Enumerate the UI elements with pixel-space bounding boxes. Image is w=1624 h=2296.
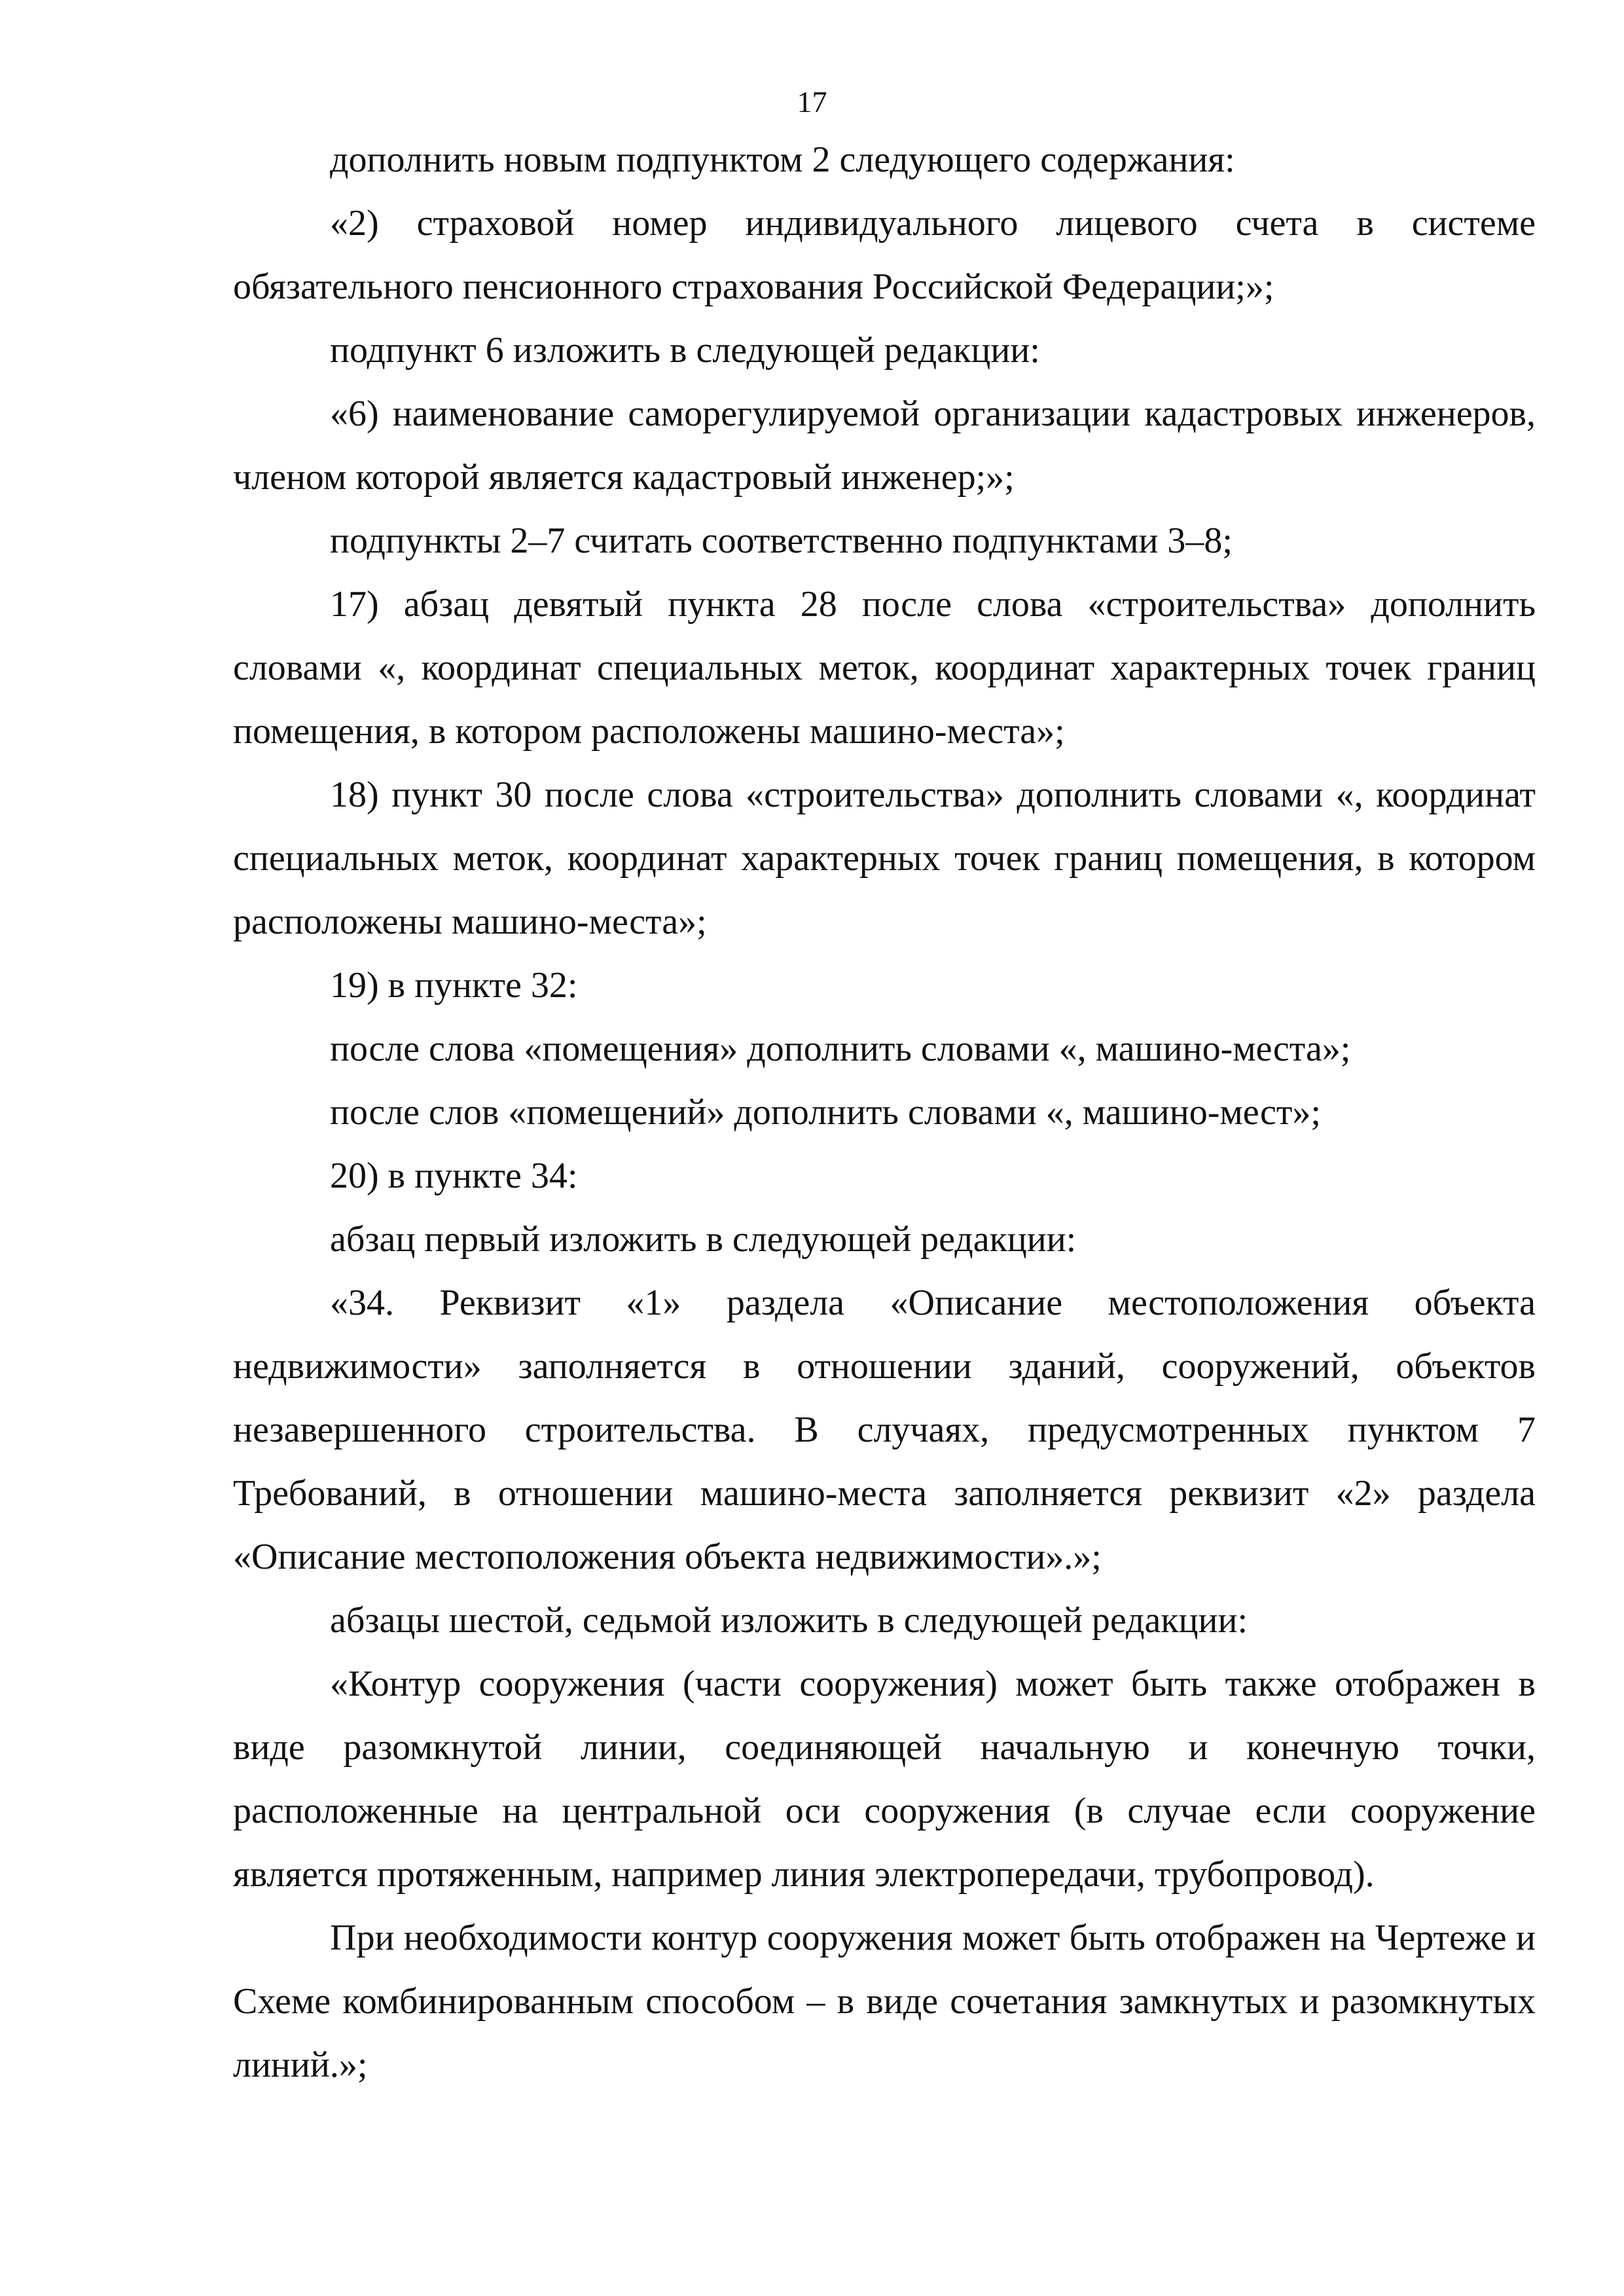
paragraph: «6) наименование саморегулируемой организации кадастровых инженеров, членом которой является кадастровый инженер;»; — [233, 393, 1536, 498]
paragraph: после слова «помещения» дополнить словами «, машино-места»; — [330, 1029, 1351, 1069]
paragraph: подпункт 6 изложить в следующей редакции: — [330, 330, 1040, 371]
paragraph: 20) в пункте 34: — [330, 1156, 578, 1196]
paragraph: 17) абзац девятый пункта 28 после слова «строительства» дополнить словами «, координат специальных меток, координат характерных точек границ помещения, в котором расположены машино-места»; — [233, 584, 1536, 752]
page-number: 17 — [797, 85, 827, 118]
paragraph: 19) в пункте 32: — [330, 965, 578, 1006]
paragraph: «34. Реквизит «1» раздела «Описание местоположения объекта недвижимости» заполняется в отношении зданий, сооружений, объектов незавершенного строительства. В случаях, предусмотренных пунктом 7 Требований, в отношении машино-места заполняется реквизит «2» раздела «Описание местоположения объекта недвижимости».»; — [233, 1283, 1536, 1577]
paragraph: «Контур сооружения (части сооружения) может быть также отображен в виде разомкнутой линии, соединяющей начальную и конечную точки, расположенные на центральной оси сооружения (в случае если сооружение является протяженным, например линия электропередачи, трубопровод). — [233, 1664, 1536, 1895]
paragraph: «2) страховой номер индивидуального лицевого счета в системе обязательного пенсионного страхования Российской Федерации;»; — [233, 203, 1536, 307]
paragraph: При необходимости контур сооружения может быть отображен на Чертеже и Схеме комбинированным способом – в виде сочетания замкнутых и разомкнутых линий.»; — [233, 1918, 1536, 2085]
document-body — [233, 128, 1536, 2097]
paragraph: после слов «помещений» дополнить словами «, машино-мест»; — [330, 1092, 1321, 1133]
paragraph: абзацы шестой, седьмой изложить в следующей редакции: — [330, 1600, 1248, 1641]
paragraph: дополнить новым подпунктом 2 следующего содержания: — [330, 139, 1235, 180]
paragraph: подпункты 2–7 считать соответственно подпунктами 3–8; — [330, 520, 1233, 561]
paragraph: абзац первый изложить в следующей редакции: — [330, 1219, 1077, 1260]
paragraph: 18) пункт 30 после слова «строительства» дополнить словами «, координат специальных меток, координат характерных точек границ помещения, в котором расположены машино-места»; — [233, 774, 1536, 942]
